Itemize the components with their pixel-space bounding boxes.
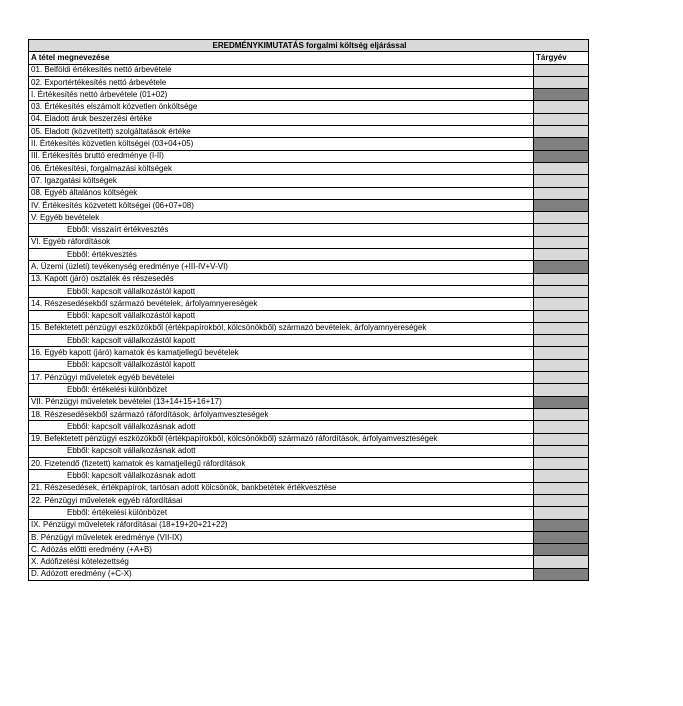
title-row <box>29 40 589 52</box>
value-cell[interactable] <box>534 175 589 187</box>
value-cell[interactable] <box>534 150 589 162</box>
row-label: C. Adózás előtti eredmény (+A+B) <box>29 544 534 556</box>
table-row <box>29 408 589 420</box>
income-statement-table <box>28 39 589 581</box>
table-row <box>29 494 589 506</box>
value-cell[interactable] <box>534 76 589 88</box>
value-cell[interactable] <box>534 482 589 494</box>
row-label: 08. Egyéb általános költségek <box>29 187 534 199</box>
table-row <box>29 568 589 580</box>
value-cell[interactable] <box>534 89 589 101</box>
value-cell[interactable] <box>534 494 589 506</box>
table-subrow <box>29 384 589 396</box>
table-row <box>29 89 589 101</box>
value-cell[interactable] <box>534 138 589 150</box>
value-cell[interactable] <box>534 335 589 347</box>
table-row <box>29 544 589 556</box>
table-row <box>29 298 589 310</box>
table-subrow <box>29 249 589 261</box>
row-label: 21. Részesedések, értékpapírok, tartósan adott kölcsönök, bankbetétek értékvesztése <box>29 482 534 494</box>
row-label: Ebből: értékvesztés <box>29 249 534 261</box>
row-label: X. Adófizetési kötelezettség <box>29 556 534 568</box>
row-label: V. Egyéb bevételek <box>29 212 534 224</box>
value-cell[interactable] <box>534 285 589 297</box>
value-cell[interactable] <box>534 359 589 371</box>
row-label: 19. Befektetett pénzügyi eszközökből (értékpapírokból, kölcsönökből) származó ráfordítások, árfolyamveszteségek <box>29 433 534 445</box>
row-label: IX. Pénzügyi műveletek ráfordításai (18+19+20+21+22) <box>29 519 534 531</box>
value-cell[interactable] <box>534 298 589 310</box>
table-row <box>29 101 589 113</box>
row-label: IV. Értékesítés közvetett költségei (06+07+08) <box>29 199 534 211</box>
row-label: 02. Exportértékesítés nettó árbevétele <box>29 76 534 88</box>
row-label: 07. Igazgatási költségek <box>29 175 534 187</box>
row-label: 18. Részesedésekből származó ráfordítások, árfolyamveszteségek <box>29 408 534 420</box>
row-label: B. Pénzügyi műveletek eredménye (VII-IX) <box>29 531 534 543</box>
row-label: Ebből: kapcsolt vállalkozástól kapott <box>29 310 534 322</box>
value-cell[interactable] <box>534 126 589 138</box>
table-row <box>29 396 589 408</box>
table-subrow <box>29 470 589 482</box>
table-row <box>29 347 589 359</box>
row-label: Ebből: kapcsolt vállalkozásnak adott <box>29 445 534 457</box>
row-label: 22. Pénzügyi műveletek egyéb ráfordításai <box>29 494 534 506</box>
value-cell[interactable] <box>534 322 589 334</box>
value-cell[interactable] <box>534 347 589 359</box>
table-row <box>29 175 589 187</box>
row-label: 03. Értékesítés elszámolt közvetlen önköltsége <box>29 101 534 113</box>
table-title: EREDMÉNYKIMUTATÁS forgalmi költség eljárással <box>29 40 589 52</box>
row-label: 20. Fizetendő (fizetett) kamatok és kamatjellegű ráfordítások <box>29 458 534 470</box>
value-cell[interactable] <box>534 113 589 125</box>
row-label: II. Értékesítés közvetlen költségei (03+04+05) <box>29 138 534 150</box>
row-label: Ebből: kapcsolt vállalkozásnak adott <box>29 421 534 433</box>
table-row <box>29 458 589 470</box>
row-label: 01. Belföldi értékesítés nettó árbevétele <box>29 64 534 76</box>
row-label: VI. Egyéb ráfordítások <box>29 236 534 248</box>
table-subrow <box>29 507 589 519</box>
value-cell[interactable] <box>534 470 589 482</box>
table-row <box>29 162 589 174</box>
value-cell[interactable] <box>534 199 589 211</box>
row-label: Ebből: kapcsolt vállalkozástól kapott <box>29 335 534 347</box>
table-row <box>29 433 589 445</box>
header-row <box>29 52 589 64</box>
row-label: 15. Befektetett pénzügyi eszközökből (értékpapírokból, kölcsönökből) származó bevételek, árfolyamnyereségek <box>29 322 534 334</box>
value-cell[interactable] <box>534 445 589 457</box>
row-label: 14. Részesedésekből származó bevételek, árfolyamnyereségek <box>29 298 534 310</box>
table-subrow <box>29 224 589 236</box>
table-row <box>29 138 589 150</box>
value-cell[interactable] <box>534 224 589 236</box>
row-label: I. Értékesítés nettó árbevétele (01+02) <box>29 89 534 101</box>
row-label: A. Üzemi (üzleti) tevékenység eredménye (+III-IV+V-VI) <box>29 261 534 273</box>
row-label: Ebből: kapcsolt vállalkozástól kapott <box>29 359 534 371</box>
table-row <box>29 372 589 384</box>
table-subrow <box>29 445 589 457</box>
value-cell[interactable] <box>534 187 589 199</box>
row-label: 05. Eladott (közvetített) szolgáltatások értéke <box>29 126 534 138</box>
table-row <box>29 261 589 273</box>
row-label: 17. Pénzügyi műveletek egyéb bevételei <box>29 372 534 384</box>
value-cell[interactable] <box>534 544 589 556</box>
row-label: VII. Pénzügyi műveletek bevételei (13+14+15+16+17) <box>29 396 534 408</box>
row-label: 13. Kapott (járó) osztalék és részesedés <box>29 273 534 285</box>
table-row <box>29 556 589 568</box>
value-cell[interactable] <box>534 519 589 531</box>
table-row <box>29 64 589 76</box>
value-cell[interactable] <box>534 531 589 543</box>
value-cell[interactable] <box>534 64 589 76</box>
value-cell[interactable] <box>534 396 589 408</box>
row-label: 06. Értékesítési, forgalmazási költségek <box>29 162 534 174</box>
value-cell[interactable] <box>534 372 589 384</box>
table-subrow <box>29 421 589 433</box>
table-row <box>29 150 589 162</box>
value-cell[interactable] <box>534 273 589 285</box>
value-cell[interactable] <box>534 507 589 519</box>
value-cell[interactable] <box>534 212 589 224</box>
table-row <box>29 113 589 125</box>
table-row <box>29 482 589 494</box>
table-row <box>29 236 589 248</box>
row-label: Ebből: értékelési különbözet <box>29 384 534 396</box>
row-label: III. Értékesítés bruttó eredménye (I-II) <box>29 150 534 162</box>
table-row <box>29 519 589 531</box>
value-cell[interactable] <box>534 556 589 568</box>
table-row <box>29 212 589 224</box>
value-cell[interactable] <box>534 568 589 580</box>
value-cell[interactable] <box>534 236 589 248</box>
table-row <box>29 273 589 285</box>
value-cell[interactable] <box>534 433 589 445</box>
row-label: 04. Eladott áruk beszerzési értéke <box>29 113 534 125</box>
value-cell[interactable] <box>534 384 589 396</box>
row-label: 16. Egyéb kapott (járó) kamatok és kamatjellegű bevételek <box>29 347 534 359</box>
table-subrow <box>29 335 589 347</box>
value-cell[interactable] <box>534 310 589 322</box>
value-cell[interactable] <box>534 261 589 273</box>
row-label: Ebből: visszaírt értékvesztés <box>29 224 534 236</box>
row-label: Ebből: kapcsolt vállalkozásnak adott <box>29 470 534 482</box>
table-subrow <box>29 285 589 297</box>
value-cell[interactable] <box>534 458 589 470</box>
value-column-header: Tárgyév <box>534 52 589 64</box>
table-subrow <box>29 359 589 371</box>
value-cell[interactable] <box>534 101 589 113</box>
table-subrow <box>29 310 589 322</box>
table-row <box>29 187 589 199</box>
table-row <box>29 126 589 138</box>
value-cell[interactable] <box>534 421 589 433</box>
value-cell[interactable] <box>534 249 589 261</box>
row-label: D. Adózott eredmény (+C-X) <box>29 568 534 580</box>
row-label: Ebből: kapcsolt vállalkozástól kapott <box>29 285 534 297</box>
row-label: Ebből: értékelési különbözet <box>29 507 534 519</box>
table-row <box>29 76 589 88</box>
value-cell[interactable] <box>534 162 589 174</box>
value-cell[interactable] <box>534 408 589 420</box>
table-row <box>29 322 589 334</box>
table-row <box>29 531 589 543</box>
table-row <box>29 199 589 211</box>
item-column-header: A tétel megnevezése <box>29 52 534 64</box>
